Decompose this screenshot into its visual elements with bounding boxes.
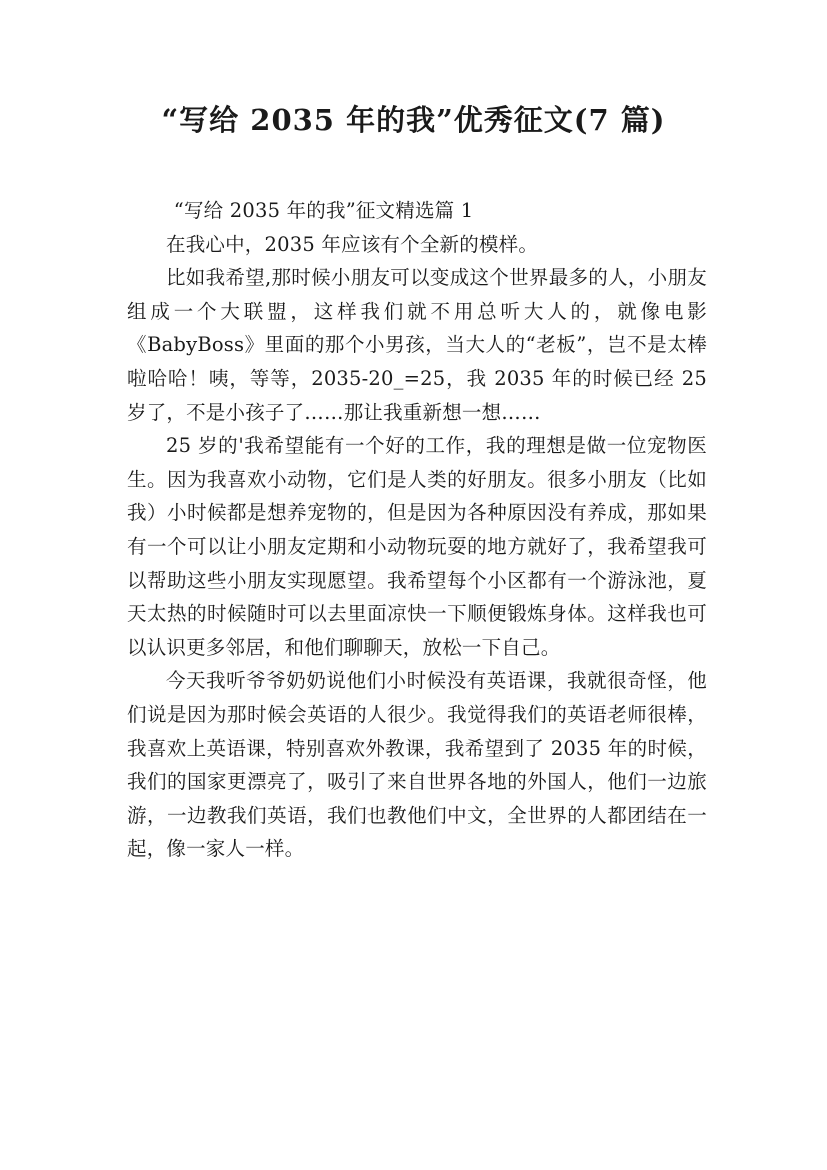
paragraph: 比如我希望,那时候小朋友可以变成这个世界最多的人，小朋友组成一个大联盟，这样我们就不用总听大人的，就像电影《BabyBoss》里面的那个小男孩，当大人的“老板”，岂不是太棒啦哈哈！咦，等等，2035-20_=25，我 2035 年的时候已经 25 岁了，不是小孩子了……那让我重新想一想…… — [127, 266, 707, 424]
paragraph: 今天我听爷爷奶奶说他们小时候没有英语课，我就很奇怪，他们说是因为那时候会英语的人很少。我觉得我们的英语老师很棒，我喜欢上英语课，特别喜欢外教课，我希望到了 2035 年的时候，我们的国家更漂亮了，吸引了来自世界各地的外国人，他们一边旅游，一边教我们英语，我们也教他们中文，全世界的人都团结在一起，像一家人一样。 — [127, 669, 707, 861]
paragraph: 在我心中，2035 年应该有个全新的模样。 — [166, 232, 539, 256]
paragraph: 25 岁的'我希望能有一个好的工作，我的理想是做一位宠物医生。因为我喜欢小动物，它们是人类的好朋友。很多小朋友（比如我）小时候都是想养宠物的，但是因为各种原因没有养成，那如果有一个可以让小朋友定期和小动物玩耍的地方就好了，我希望我可以帮助这些小朋友实现愿望。我希望每个小区都有一个游泳池，夏天太热的时候随时可以去里面凉快一下顺便锻炼身体。这样我也可以认识更多邻居，和他们聊聊天，放松一下自己。 — [127, 434, 707, 659]
document-body — [127, 194, 707, 866]
document-title: “写给 2035 年的我”优秀征文(7 篇) — [161, 103, 666, 137]
section-heading: “写给 2035 年的我”征文精选篇 1 — [173, 199, 474, 222]
